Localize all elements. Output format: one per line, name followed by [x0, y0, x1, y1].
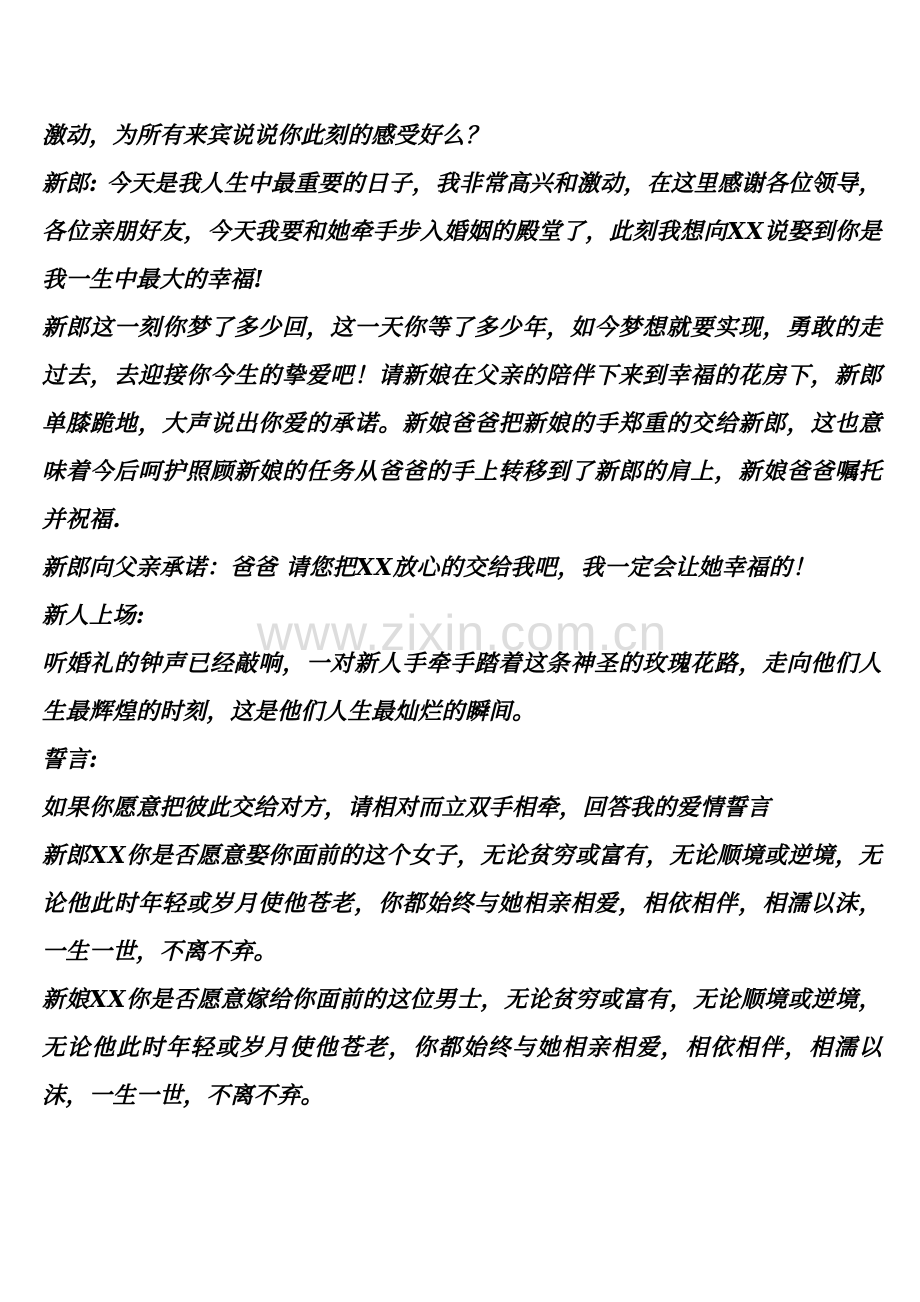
paragraph-intro-question: 激动，为所有来宾说说你此刻的感受好么？ — [42, 122, 489, 149]
paragraph-bride-vow: 新娘XX你是否愿意嫁给你面前的这位男士，无论贫穷或富有，无论顺境或逆境，无论他此时年轻或岁月使他苍老，你都始终与她相亲相爱，相依相伴，相濡以沫，一生一世，不离不弃。 — [42, 986, 882, 1109]
paragraph-vows-intro: 如果你愿意把彼此交给对方，请相对而立双手相牵，回答我的爱情誓言 — [42, 794, 771, 821]
heading-newlyweds-entrance: 新人上场: — [42, 602, 145, 629]
paragraph-wedding-bell: 听婚礼的钟声已经敲响，一对新人手牵手踏着这条神圣的玫瑰花路，走向他们人生最辉煌的时刻，这是他们人生最灿烂的瞬间。 — [42, 650, 882, 725]
paragraph-groom-speech: 新郎: 今天是我人生中最重要的日子，我非常高兴和激动，在这里感谢各位领导，各位亲朋好友，今天我要和她牵手步入婚姻的殿堂了，此刻我想向XX说娶到你是我一生中最大的幸福! — [42, 170, 882, 293]
paragraph-bride-handover: 新郎这一刻你梦了多少回，这一天你等了多少年，如今梦想就要实现，勇敢的走过去，去迎接你今生的挚爱吧！请新娘在父亲的陪伴下来到幸福的花房下，新郎单膝跪地，大声说出你爱的承诺。新娘爸爸把新娘的手郑重的交给新郎，这也意味着今后呵护照顾新娘的任务从爸爸的手上转移到了新郎的肩上，新娘爸爸嘱托并祝福. — [42, 314, 882, 533]
paragraph-groom-promise: 新郎向父亲承诺：爸爸 请您把XX放心的交给我吧，我一定会让她幸福的！ — [42, 554, 816, 581]
site-watermark: www.zixin.com.cn — [256, 605, 668, 661]
heading-vows: 誓言: — [42, 746, 98, 773]
document-body — [42, 112, 882, 1120]
paragraph-groom-vow: 新郎XX你是否愿意娶你面前的这个女子，无论贫穷或富有，无论顺境或逆境，无论他此时年轻或岁月使他苍老，你都始终与她相亲相爱，相依相伴，相濡以沫，一生一世，不离不弃。 — [42, 842, 882, 965]
